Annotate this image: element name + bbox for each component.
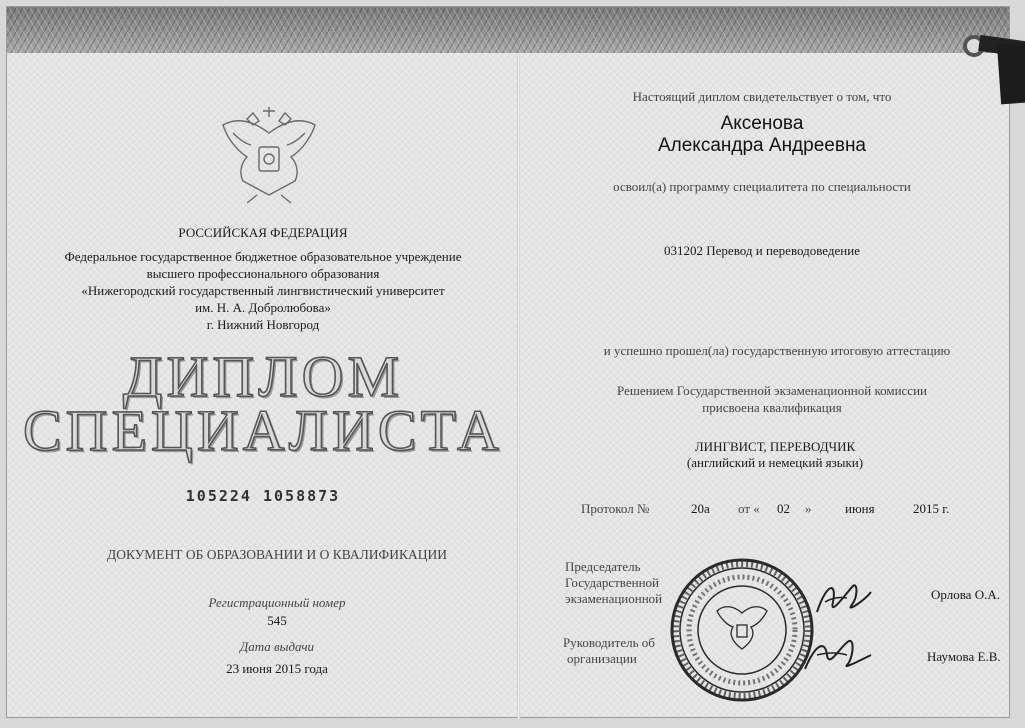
chair-title-line-1: Председатель <box>565 559 641 574</box>
diploma-sheet <box>6 6 1010 718</box>
mastered-program-text: освоил(а) программу специалитета по специальности <box>613 179 911 194</box>
head-title-line-2: организации <box>567 651 637 666</box>
diploma-title-line-2: СПЕЦИАЛИСТА <box>23 398 503 463</box>
head-title-line-1: Руководитель об <box>563 635 655 650</box>
chair-title-line-3: экзаменационной <box>565 591 663 606</box>
diploma-title-line-1: ДИПЛОМ <box>122 344 404 409</box>
issue-date-label: Дата выдачи <box>239 639 315 654</box>
qualification-value: ЛИНГВИСТ, ПЕРЕВОДЧИК <box>694 439 856 454</box>
protocol-number: 20а <box>691 501 710 516</box>
protocol-day-close: » <box>805 501 812 516</box>
country-label: РОССИЙСКАЯ ФЕДЕРАЦИЯ <box>178 225 348 240</box>
institution-line-1: Федеральное государственное бюджетное образовательное учреждение <box>64 249 462 264</box>
protocol-from-label: от « <box>738 501 760 516</box>
protocol-day: 02 <box>777 501 790 516</box>
head-signature <box>797 625 877 685</box>
chair-signature <box>807 572 877 632</box>
protocol-year: 2015 г. <box>913 501 950 516</box>
protocol-month: июня <box>845 501 875 516</box>
attestation-passed-text: и успешно прошел(ла) государственную итоговую аттестацию <box>603 343 951 358</box>
institution-line-3: «Нижегородский государственный лингвистический университет <box>81 283 445 298</box>
head-name: Наумова Е.В. <box>927 649 1001 664</box>
specialty-value: 031202 Перевод и переводоведение <box>664 243 860 258</box>
page-fold <box>517 53 520 719</box>
certifies-text: Настоящий диплом свидетельствует о том, что <box>632 89 892 104</box>
document-type-label: ДОКУМЕНТ ОБ ОБРАЗОВАНИИ И О КВАЛИФИКАЦИИ <box>107 547 447 562</box>
city-label: г. Нижний Новгород <box>206 317 320 332</box>
protocol-label: Протокол № <box>581 501 650 516</box>
chair-name: Орлова О.А. <box>931 587 1000 602</box>
chair-title-line-2: Государственной <box>565 575 660 590</box>
institution-line-2: высшего профессионального образования <box>146 266 380 281</box>
graduate-given-names: Александра Андреевна <box>657 135 867 156</box>
issue-date-value: 23 июня 2015 года <box>226 661 328 676</box>
commission-decision-line-2: присвоена квалификация <box>702 400 842 415</box>
graduate-surname: Аксенова <box>720 113 804 134</box>
registration-number-label: Регистрационный номер <box>208 595 346 610</box>
commission-decision-line-1: Решением Государственной экзаменационной комиссии <box>617 383 927 398</box>
registration-number-value: 545 <box>267 613 287 628</box>
official-seal-stamp-icon <box>667 555 817 705</box>
double-headed-eagle-emblem-icon <box>213 103 325 207</box>
qualification-languages: (английский и немецкий языки) <box>686 455 864 470</box>
security-band <box>7 7 1009 53</box>
ribbon-tail <box>997 42 1025 105</box>
serial-number: 105224 1058873 <box>185 487 341 505</box>
institution-line-4: им. Н. А. Добролюбова» <box>195 300 331 315</box>
